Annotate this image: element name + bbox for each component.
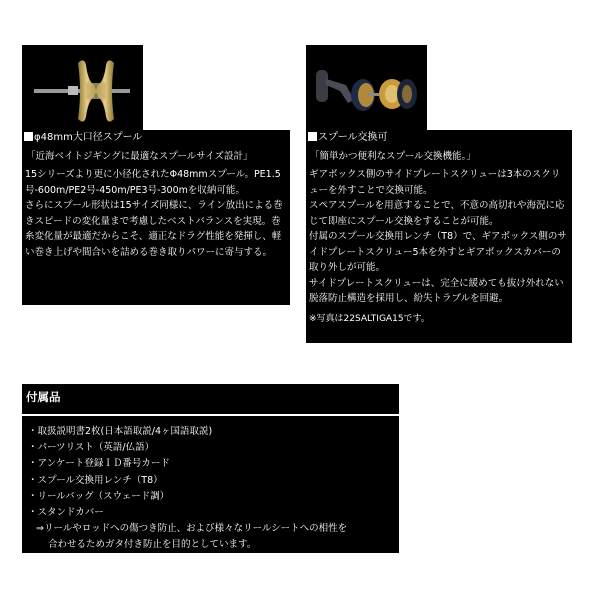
- spool-exchange-body: [306, 167, 572, 307]
- accessories-panel: [22, 384, 399, 553]
- accessories-divider: [22, 414, 399, 416]
- reel-illustration-icon: [306, 45, 427, 130]
- accessory-item: ・パーツリスト（英語/仏語）: [28, 442, 155, 454]
- square-bullet-icon: [24, 132, 33, 141]
- stand-cover-note: [22, 521, 399, 553]
- stand-cover-note-line: 合わせるためガタ付き防止を目的としています。: [48, 539, 257, 551]
- accessory-item: ・スタンドカバー: [28, 507, 104, 519]
- spool-illustration-icon: [22, 45, 143, 130]
- accessories-list: [22, 424, 399, 521]
- spool-feature-title-text: φ48mm大口径スプール: [34, 132, 143, 143]
- spool-feature-paragraph: 15シリーズより更に小径化されたΦ48mmスプール。PE1.5号-600m/PE2号-450m/PE3号-300mを収納可能。: [25, 169, 281, 196]
- spool-exchange-paragraph: 付属のスプール交換用レンチ（T8）で、ギアボックス側のサイドプレートスクリュー5本を外すとギアボックスカバーの取り外しが可能。: [309, 231, 567, 273]
- spool-exchange-panel: [306, 130, 572, 343]
- accessories-title: 付属品: [26, 390, 61, 404]
- spool-exchange-paragraph: サイドプレートスクリューは、完全に緩めても抜け外れない脱落防止構造を採用し、紛失トラブルを回避。: [309, 277, 564, 304]
- accessory-item: ・リールバッグ（スウェード調）: [28, 490, 170, 502]
- accessory-item: ・アンケート登録ＩＤ番号カード: [28, 458, 170, 470]
- reel-exploded-image: [306, 45, 427, 130]
- spool-feature-paragraph: さらにスプール形状は15サイズ同様に、ライン放出による巻きスピードの変化量まで考慮したベストバランスを実現。巻糸変化量が最適だからこそ、適正なドラグ性能を発揮し、軽い巻き上げや間合いを詰める巻き取りパワーに寄与する。: [25, 200, 283, 258]
- spool-exchange-title-text: スプール交換可: [318, 132, 388, 143]
- spool-feature-subtitle: 「近海ベイトジギングに最適なスプールサイズ設計」: [26, 151, 253, 162]
- accessory-item: ・スプール交換用レンチ（T8）: [28, 474, 163, 486]
- accessory-item: ・取扱説明書2枚(日本語取説/4ヶ国語取説): [28, 426, 213, 437]
- spool-image: [22, 45, 143, 130]
- spool-exchange-paragraph: ギアボックス側のサイドプレートスクリューは3本のスクリューを外すことで交換可能。: [309, 169, 561, 196]
- photo-note: ※写真は22SALTIGA15です。: [309, 313, 430, 324]
- spool-feature-panel: [22, 130, 290, 305]
- square-bullet-icon: [308, 132, 317, 141]
- spool-exchange-subtitle: 「簡単かつ便利なスプール交換機能。」: [310, 151, 476, 162]
- stand-cover-note-line: ⇒リールやロッドへの傷つき防止、および様々なリールシートへの相性を: [36, 523, 348, 535]
- spool-exchange-paragraph: スペアスプールを用意することで、不意の高切れや海況に応じて即座にスプール交換をすることが可能。: [309, 200, 565, 227]
- spool-feature-title: [22, 130, 290, 144]
- spool-feature-body: [22, 167, 290, 260]
- spool-exchange-title: [306, 130, 572, 144]
